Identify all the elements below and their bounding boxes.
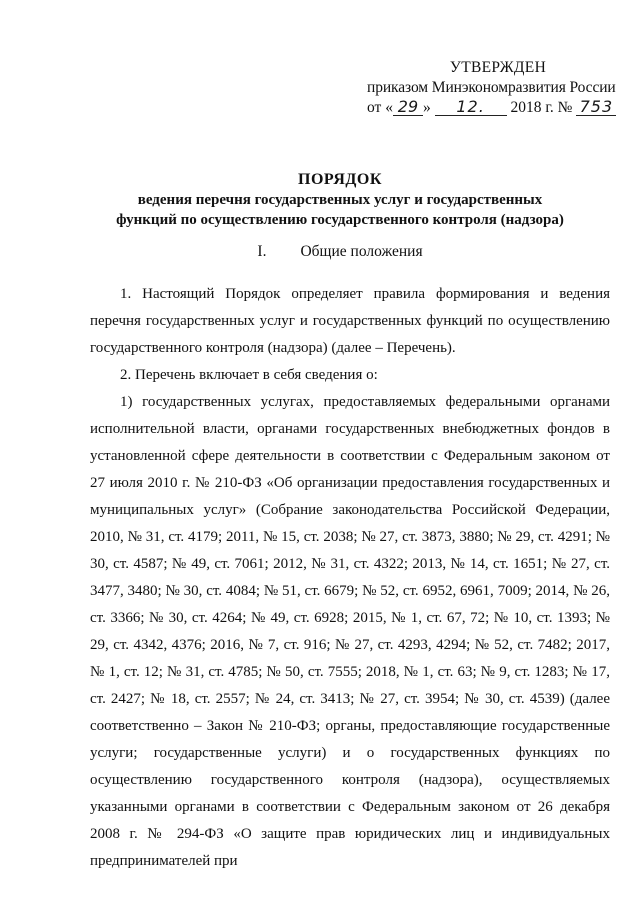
approval-day-handwritten: 29 [393,99,423,116]
document-subtitle-line-2: функций по осуществлению государственного контроля (надзора) [116,212,564,228]
paragraph-2-item-1: 1) государственных услугах, предоставляемых федеральными органами исполнительной власти, органами государственных внебюджетных фондов в установленной сфере деятельности в соответствии с Федеральным законом от 27 июля 2010 г. № 210-ФЗ «Об организации предоставления государственных и муниципальных услуг» (Собрание законодательства Российской Федерации, 2010, № 31, ст. 4179; 2011, № 15, ст. 2038; № 27, ст. 3873, 3880; № 29, ст. 4291; № 30, ст. 4587; № 49, ст. 7061; 2012, № 31, ст. 4322; 2013, № 14, ст. 1651; № 27, ст. 3477, 3480; № 30, ст. 4084; № 51, ст. 6679; № 52, ст. 6952, 6961, 7009; 2014, № 26, ст. 3366; № 30, ст. 4264; № 49, ст. 6928; 2015, № 1, ст. 67, 72; № 10, ст. 1393; № 29, ст. 4342, 4376; 2016, № 7, ст. 916; № 27, ст. 4293, 4294; № 52, ст. 7482; 2017, № 1, ст. 12; № 31, ст. 4785; № 50, ст. 7555; 2018, № 1, ст. 63; № 9, ст. 1283; № 17, ст. 2427; № 18, ст. 2557; № 24, ст. 3413; № 27, ст. 3954; № 30, ст. 4539) (далее соответственно – Закон № 210-ФЗ; органы, предоставляющие государственные услуги; государственные услуги) и о государственных функциях по осуществлению государственного контроля (надзора), осуществляемых указанными органами в соответствии с Федеральным законом от 26 декабря 2008 г. № 294-ФЗ «О защите прав юридических лиц и индивидуальных предпринимателей при [90,394,610,869]
document-title: ПОРЯДОК [298,171,382,188]
paragraph-1: 1. Настоящий Порядок определяет правила формирования и ведения перечня государственных услуг и государственных функций по осуществлению государственного контроля (надзора) (далее – Перечень). [90,286,610,356]
approval-month-handwritten: 12. [435,99,507,116]
paragraph-2: 2. Перечень включает в себя сведения о: [120,367,378,383]
approval-title: УТВЕРЖДЕН [449,59,547,76]
document-subtitle [60,190,620,230]
approval-stamp [367,58,617,118]
approval-number-handwritten: 753 [576,99,616,116]
document-subtitle-line-1: ведения перечня государственных услуг и государственных [137,192,543,208]
approval-date-line [367,98,617,118]
section-heading [60,243,620,261]
approval-year: 2018 г. № [510,99,573,116]
document-body [90,281,610,875]
approval-from-prefix: от « [367,99,393,116]
approval-quote-close: » [422,99,431,116]
section-number: I. [257,243,267,260]
approval-order-line: приказом Минэкономразвития России [367,79,616,96]
section-title: Общие положения [300,243,423,260]
